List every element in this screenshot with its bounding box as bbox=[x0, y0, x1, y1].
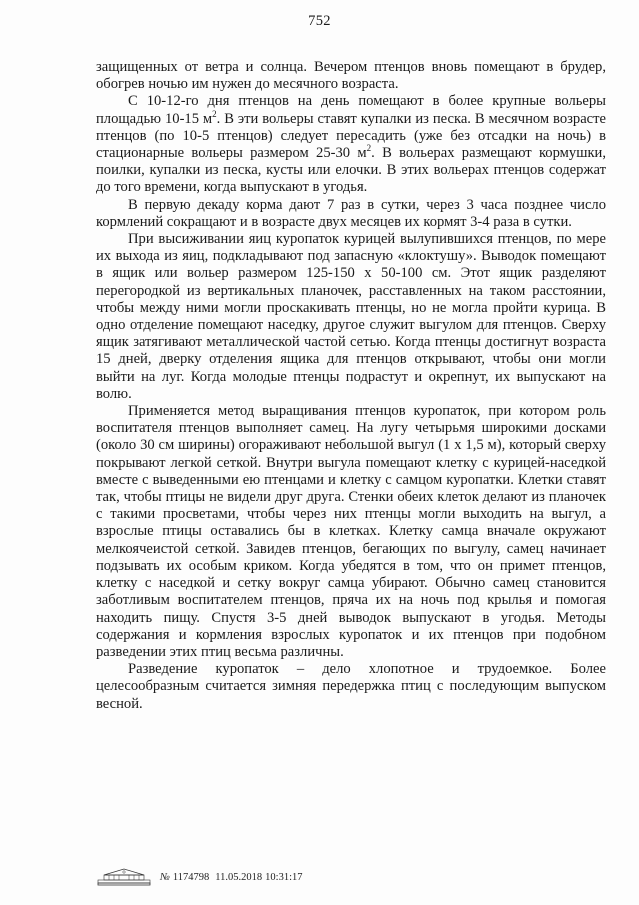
footer-registration bbox=[160, 872, 306, 883]
paragraph: С 10-12-го дня птенцов на день помещают в более крупные вольеры площадью 10-15 $м^2$. В эти вольеры ставят купалки из песка. В месячном возрасте птенцов (по 10-5 птенцов) следует пересадить (уже без отсадки на ночь) в стационарные вольеры размером 25-30 $м^2$. В вольерах размещают кормушки, поилки, купалки из песка, кусты или елочки. В этих вольерах птенцов содержат до того времени, когда выпускают в угодья. bbox=[96, 93, 607, 196]
paragraph: защищенных от ветра и солнца. Вечером птенцов вновь помещают в брудер, обогрев ночью им нужен до месячного возраста. bbox=[96, 59, 606, 93]
doc-date: 11.05.2018 bbox=[215, 871, 263, 883]
document-footer bbox=[96, 866, 306, 888]
document-body bbox=[96, 59, 606, 713]
doc-number: 1174798 bbox=[172, 871, 210, 883]
paragraph: Разведение куропаток – дело хлопотное и трудоемкое. Более целесообразным считается зимняя передержка птиц с последующим выпуском весной. bbox=[96, 661, 606, 712]
government-building-stamp-icon bbox=[96, 867, 152, 887]
paragraph: Применяется метод выращивания птенцов куропаток, при котором роль воспитателя птенцов выполняет самец. На лугу четырьмя широкими досками (около 30 см ширины) огораживают небольшой выгул (1 х 1,5 м), который сверху покрывают легкой сеткой. Внутри выгула помещают клетку с курицей-наседкой вместе с выведенными ею птенцами и клетку с самцом куропатки. Клетки ставят так, чтобы птицы не видели друг друга. Стенки обеих клеток делают из планочек с такими просветами, чтобы через них птенцы могли выходить на выгул, а взрослые птицы оставались бы в клетках. Клетку самца вначале окружают мелкоячеистой сеткой. Завидев птенцов, бегающих по выгулу, самец начинает подзывать их особым криком. Когда убедятся в том, что он примет птенцов, клетку с наседкой и сетку вокруг самца убирают. Обычно самец становится заботливым воспитателем птенцов, пряча их на ночь под крылья и помогая находить пищу. Спустя 3-5 дней выводок выпускают в угодья. Методы содержания и кормления взрослых куропаток и их птенцов при подобном разведении этих птиц весьма различны. bbox=[96, 403, 606, 660]
doc-time: 10:31:17 bbox=[265, 871, 303, 883]
paragraph: При высиживании яиц куропаток курицей вылупившихся птенцов, по мере их выхода из яиц, подкладывают под запасную «клоктушу». Выводок помещают в ящик или вольер размером 125-150 х 50-100 см. Этот ящик разделяют перегородкой из вертикальных планочек, расставленных на таком расстоянии, чтобы между ними могли проскакивать птенцы, но не могла пройти курица. В одно отделение помещают наседку, другое служит выгулом для птенцов. Сверху ящик затягивают металлической частой сетью. Когда птенцы достигнут возраста 15 дней, дверку отделения ящика для птенцов открывают, чтобы они могли выйти на луг. Когда молодые птенцы подрастут и окрепнут, их выпускают на волю. bbox=[96, 231, 606, 402]
number-sign: № bbox=[160, 871, 170, 883]
page-number: 752 bbox=[308, 13, 331, 29]
paragraph: В первую декаду корма дают 7 раз в сутки, через 3 часа позднее число кормлений сокращают и в возрасте двух месяцев их кормят 3-4 раза в сутки. bbox=[96, 196, 606, 230]
